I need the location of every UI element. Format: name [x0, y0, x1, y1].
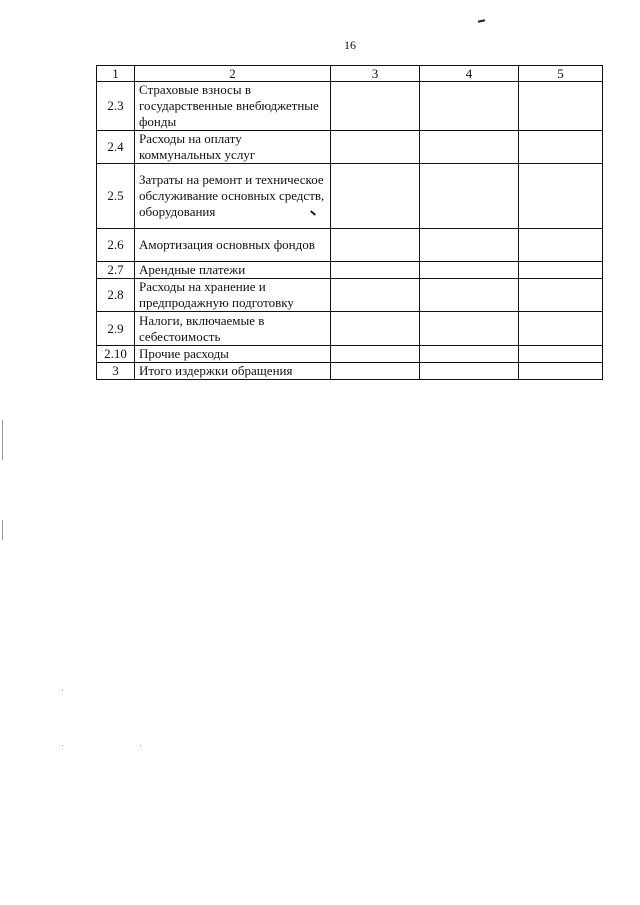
header-col-3: 3: [331, 66, 420, 82]
expense-table: [96, 65, 603, 380]
header-col-5: 5: [519, 66, 603, 82]
row-cell-5: [519, 131, 603, 164]
row-name: Расходы на оплату коммунальных услуг: [135, 131, 331, 164]
scan-dot: [62, 690, 63, 691]
row-cell-4: [420, 279, 519, 312]
scan-dot: [62, 745, 63, 746]
row-number: 3: [97, 363, 135, 380]
row-cell-4: [420, 312, 519, 346]
row-cell-3: [331, 164, 420, 229]
header-col-4: 4: [420, 66, 519, 82]
row-number: 2.7: [97, 262, 135, 279]
row-cell-5: [519, 312, 603, 346]
row-number: 2.10: [97, 346, 135, 363]
row-cell-3: [331, 229, 420, 262]
row-name: Амортизация основных фондов: [135, 229, 331, 262]
row-cell-5: [519, 363, 603, 380]
row-name: Страховые взносы в государственные внебюджетные фонды: [135, 82, 331, 131]
row-cell-4: [420, 346, 519, 363]
table-row: [97, 164, 603, 229]
row-cell-3: [331, 312, 420, 346]
row-cell-5: [519, 229, 603, 262]
row-number: 2.8: [97, 279, 135, 312]
row-cell-3: [331, 131, 420, 164]
row-cell-5: [519, 82, 603, 131]
page-number: 16: [344, 38, 356, 52]
row-cell-4: [420, 262, 519, 279]
header-col-1: 1: [97, 66, 135, 82]
row-number: 2.3: [97, 82, 135, 131]
table-row: [97, 229, 603, 262]
row-cell-3: [331, 363, 420, 380]
table-row: [97, 82, 603, 131]
row-cell-3: [331, 262, 420, 279]
row-cell-5: [519, 279, 603, 312]
table-row: [97, 312, 603, 346]
row-cell-4: [420, 363, 519, 380]
row-name: Прочие расходы: [135, 346, 331, 363]
row-cell-4: [420, 131, 519, 164]
table-row: [97, 279, 603, 312]
row-number: 2.5: [97, 164, 135, 229]
row-number: 2.6: [97, 229, 135, 262]
row-number: 2.9: [97, 312, 135, 346]
row-name: Затраты на ремонт и техническое обслуживание основных средств, оборудования: [135, 164, 331, 229]
row-cell-4: [420, 164, 519, 229]
scan-dot: [2, 420, 3, 460]
row-cell-5: [519, 346, 603, 363]
row-cell-3: [331, 279, 420, 312]
row-cell-4: [420, 82, 519, 131]
scan-dot: [2, 520, 3, 540]
scan-dot: [140, 745, 141, 746]
table-row: [97, 262, 603, 279]
table-row: [97, 346, 603, 363]
table-row: [97, 363, 603, 380]
row-cell-3: [331, 82, 420, 131]
row-cell-5: [519, 262, 603, 279]
header-col-2: 2: [135, 66, 331, 82]
row-cell-5: [519, 164, 603, 229]
table-row: [97, 131, 603, 164]
row-name: Расходы на хранение и предпродажную подготовку: [135, 279, 331, 312]
row-name: Арендные платежи: [135, 262, 331, 279]
scan-mark: [478, 19, 485, 22]
row-number: 2.4: [97, 131, 135, 164]
row-cell-3: [331, 346, 420, 363]
row-name: Итого издержки обращения: [135, 363, 331, 380]
row-name: Налоги, включаемые в себестоимость: [135, 312, 331, 346]
row-cell-4: [420, 229, 519, 262]
table-header-row: [97, 66, 603, 82]
